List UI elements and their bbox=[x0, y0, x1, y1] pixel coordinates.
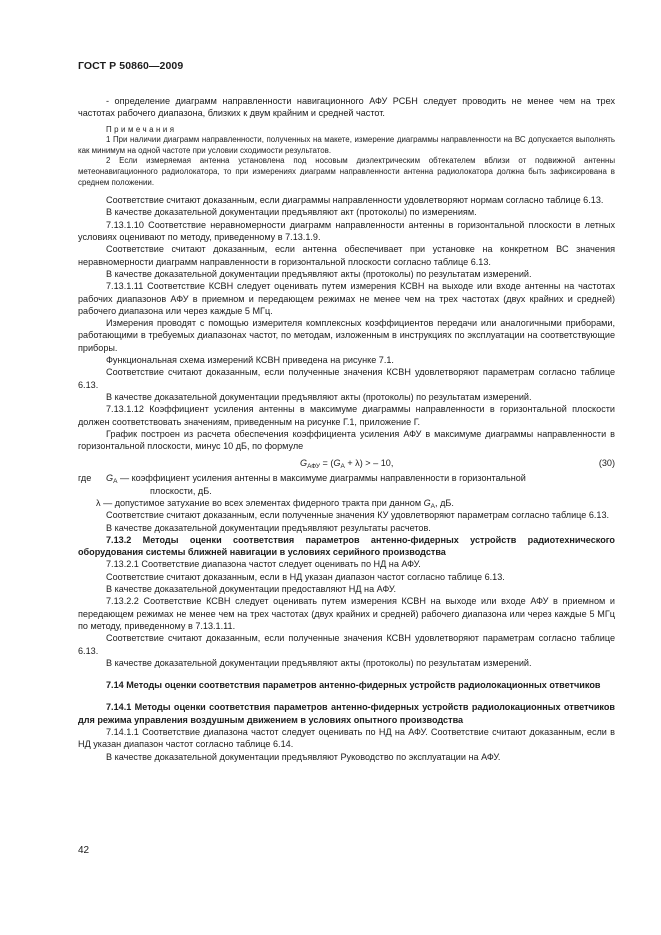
paragraph: В качестве доказательной документации предъявляют результаты расчетов. bbox=[106, 522, 431, 533]
section-heading-7-14: 7.14 Методы оценки соответствия параметров антенно-фидерных устройств радиолокационных ответчиков bbox=[106, 680, 601, 691]
paragraph: Соответствие считают доказанным, если полученные значения КУ удовлетворяют параметрам согласно таблице 6.13. bbox=[106, 510, 610, 521]
section-heading-7-14-1: 7.14.1 Методы оценки соответствия параметров антенно-фидерных устройств радиолокационных ответчиков для режима управления воздушным движением в условиях опытного производства bbox=[78, 702, 615, 725]
formula-30 bbox=[78, 454, 615, 472]
formula-legend-g-cont: плоскости, дБ. bbox=[150, 485, 212, 496]
notes-block bbox=[78, 125, 615, 189]
paragraph: В качестве доказательной документации предъявляют акт (протоколы) по измерениям. bbox=[106, 207, 477, 218]
paragraph: В качестве доказательной документации предъявляют акты (протоколы) по результатам измерений. bbox=[106, 391, 532, 402]
paragraph: Соответствие считают доказанным, если диаграммы направленности удовлетворяют нормам согласно таблице 6.13. bbox=[106, 195, 604, 206]
page-number: 42 bbox=[78, 845, 90, 856]
paragraph: В качестве доказательной документации предъявляют акты (протоколы) по результатам измерений. bbox=[106, 268, 532, 279]
paragraph: В качестве доказательной документации предъявляют Руководство по эксплуатации на АФУ. bbox=[106, 751, 501, 762]
note-item: 1 При наличии диаграмм направленности, полученных на макете, измерение диаграммы направленности на ВС допускается выполнять как минимум на одной частоте при условии сходимости результатов. bbox=[78, 135, 615, 155]
note-item: 2 Если измеряемая антенна установлена под носовым диэлектрическим обтекателем вблизи от подвижной антенны метеонавигационного радиолокатора, то при измерениях диаграмм направленности антенна радиолокатора должна быть зафиксирована в среднем положении. bbox=[78, 156, 615, 187]
page-content bbox=[78, 95, 615, 763]
formula-expression: $G_{АФУ} = (G_А + \lambda)$ > – 10, bbox=[300, 458, 394, 471]
paragraph: 7.13.2.2 Соответствие КСВН следует оценивать путем измерения КСВН на выходе или входе АФУ в приемном и передающем режимах не менее чем на трех частотах (двух крайних и средней) рабочего диапазона или через каждые 5 МГц по методу, приведенному в 7.13.1.11. bbox=[78, 596, 615, 631]
section-heading-7-13-2: 7.13.2 Методы оценки соответствия параметров антенно-фидерных устройств радиотехнического оборудования системы ближней навигации в условиях серийного производства bbox=[78, 534, 615, 558]
paragraph: В качестве доказательной документации предоставляют НД на АФУ. bbox=[106, 584, 397, 595]
document-header: ГОСТ Р 50860—2009 bbox=[78, 60, 184, 72]
intro-paragraph: - определение диаграмм направленности навигационного АФУ РСБН следует проводить не менее чем на трех частотах рабочего диапазона, близких к двум крайним и средней частот. bbox=[78, 96, 615, 119]
formula-legend-lambda: λ — допустимое затухание во всех элементах фидерного тракта при данном $G_А$, дБ. bbox=[96, 497, 454, 510]
notes-title: Примечания bbox=[106, 124, 177, 134]
formula-number: (30) bbox=[598, 458, 615, 469]
paragraph: Функциональная схема измерений КСВН приведена на рисунке 7.1. bbox=[106, 355, 394, 366]
paragraph: Соответствие считают доказанным, если полученные значения КСВН удовлетворяют параметрам согласно таблице 6.13. bbox=[78, 367, 615, 390]
paragraph: 7.13.1.11 Соответствие КСВН следует оценивать путем измерения КСВН на выходе или входе антенны на частотах рабочих диапазонов АФУ в приемном и передающем режимах не менее чем на трех частотах (двух крайних и средней) рабочего диапазона или через каждые 5 МГц. bbox=[78, 281, 615, 316]
paragraph: Измерения проводят с помощью измерителя комплексных коэффициентов передачи или аналогичными приборами, работающими в требуемых диапазонах частот, по методам, изложенным в инструкциях по эксплуатации на соответствующие приборы. bbox=[78, 318, 615, 353]
paragraph: 7.14.1.1 Соответствие диапазона частот следует оценивать по НД на АФУ. Соответствие считают доказанным, если в НД указан диапазон частот согласно таблице 6.14. bbox=[78, 727, 615, 750]
paragraph: Соответствие считают доказанным, если полученные значения КСВН удовлетворяют параметрам согласно таблице 6.13. bbox=[78, 633, 615, 656]
paragraph: В качестве доказательной документации предъявляют акты (протоколы) по результатам измерений. bbox=[106, 657, 532, 668]
paragraph: График построен из расчета обеспечения коэффициента усиления АФУ в максимуме диаграммы направленности в горизонтальной плоскости, минус 10 дБ, по формуле bbox=[78, 428, 615, 452]
paragraph: 7.13.2.1 Соответствие диапазона частот следует оценивать по НД на АФУ. bbox=[106, 559, 421, 570]
paragraph: Соответствие считают доказанным, если антенна обеспечивает при установке на конкретном ВС значения неравномерности диаграмм направленности в горизонтальной плоскости согласно таблице 6.13. bbox=[78, 244, 615, 267]
formula-legend-g: где $G_А$ — коэффициент усиления антенны в максимуме диаграммы направленности в горизонтальной bbox=[78, 473, 526, 486]
paragraph: Соответствие считают доказанным, если в НД указан диапазон частот согласно таблице 6.13. bbox=[106, 571, 505, 582]
paragraph: 7.13.1.12 Коэффициент усиления антенны в максимуме диаграммы направленности в горизонтальной плоскости должен соответствовать значениям, приведенным на рисунке Г.1, приложение Г. bbox=[78, 404, 615, 427]
paragraph: 7.13.1.10 Соответствие неравномерности диаграмм направленности антенны в горизонтальной плоскости в летных условиях оценивают по методу, приведенному в 7.13.1.9. bbox=[78, 219, 615, 243]
